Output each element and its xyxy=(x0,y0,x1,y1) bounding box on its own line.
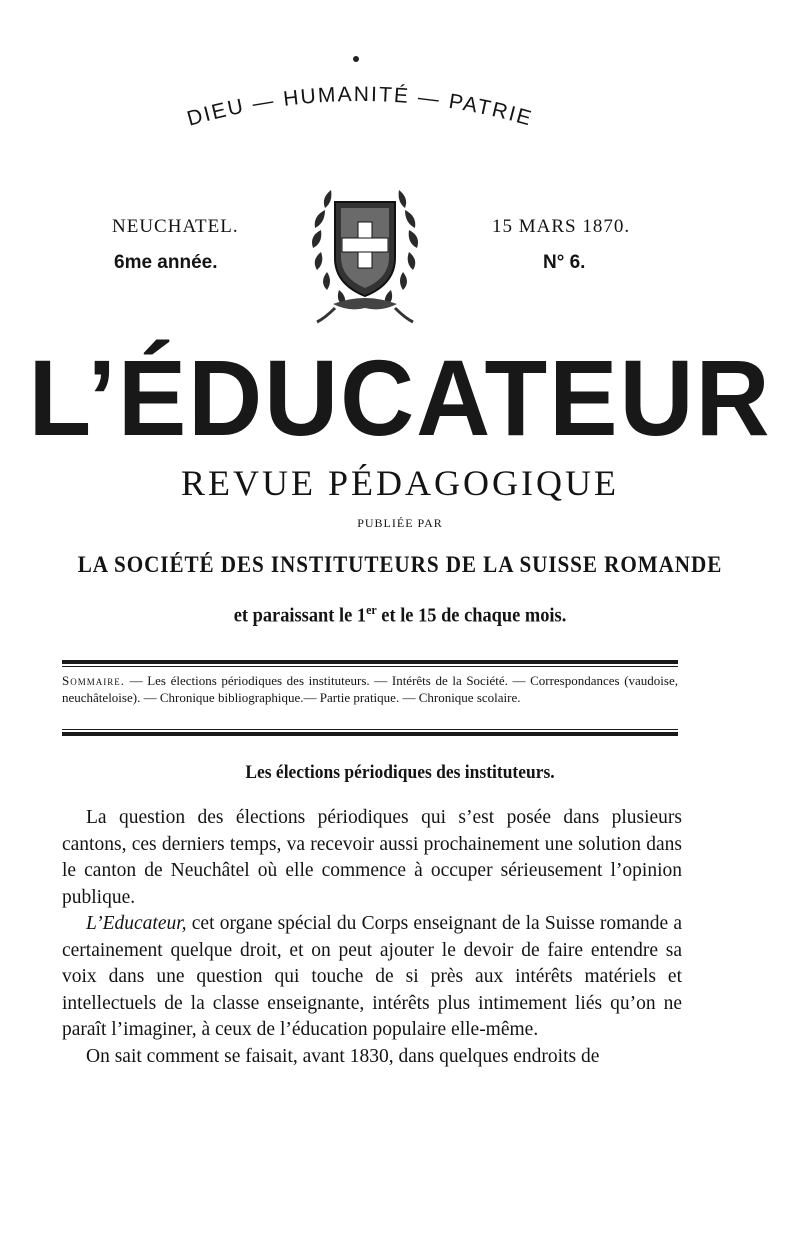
masthead-title: L’ÉDUCATEUR xyxy=(28,337,772,458)
published-by: PUBLIÉE PAR xyxy=(357,516,443,530)
frequency-part1: et paraissant le 1 xyxy=(233,604,367,627)
paragraph-2-text: cet organe spécial du Corps enseignant de la Suisse romande a certainement quelque droit, et on peut ajouter le devoir de faire entendre sa voix dans une question qui touche de si près aux intérêts matériels et intellectuels de la classe enseignante, intérêts plus intimement liés qu’on ne paraît l’imaginer, à ceux de l’éducation populaire elle-même. xyxy=(62,913,682,1040)
divider-top-thin xyxy=(62,666,678,667)
divider-bottom-thin xyxy=(62,729,678,730)
paragraph-3: On sait comment se faisait, avant 1830, dans quelques endroits de xyxy=(86,1045,600,1067)
publication-frequency xyxy=(32,602,768,628)
header-number: N° 6. xyxy=(543,252,586,273)
paragraph-1: La question des élections périodiques qui s’est posée dans plusieurs cantons, ces derniers temps, va recevoir aussi prochainement une solution dans le canton de Neuchâtel où elle commence à occuper sérieusement l’opinion publique. xyxy=(62,807,682,908)
sommaire-text: — Les élections périodiques des instituteurs. — Intérêts de la Société. — Correspondances (vaudoise, neuchâteloise). — Chronique bibliographique.— Partie pratique. — Chronique scolaire. xyxy=(62,673,678,705)
header-city: NEUCHATEL. xyxy=(112,216,239,237)
header-date: 15 MARS 1870. xyxy=(492,216,631,237)
header-year: 6me année. xyxy=(114,252,218,273)
divider-bottom-thick xyxy=(62,732,678,736)
paragraph-2 xyxy=(62,911,682,1044)
society-name: LA SOCIÉTÉ DES INSTITUTEURS DE LA SUISSE ROMANDE xyxy=(77,552,723,577)
motto-text: DIEU — HUMANITÉ — PATRIE xyxy=(184,82,536,131)
frequency-part2: et le 15 de chaque mois. xyxy=(376,604,567,627)
subtitle: REVUE PÉDAGOGIQUE xyxy=(181,463,619,503)
article-title: Les élections périodiques des instituteurs. xyxy=(245,762,555,783)
swiss-coat-of-arms-icon xyxy=(295,180,435,328)
frequency-superscript: er xyxy=(366,602,377,617)
divider-top-thick xyxy=(62,660,678,664)
paragraph-2-italic: L’Educateur, xyxy=(86,913,187,934)
ornament-dot xyxy=(353,56,359,62)
article-body xyxy=(62,805,682,1070)
table-of-contents xyxy=(62,672,678,706)
sommaire-label: Sommaire. xyxy=(62,673,125,688)
motto-arc xyxy=(150,70,570,150)
